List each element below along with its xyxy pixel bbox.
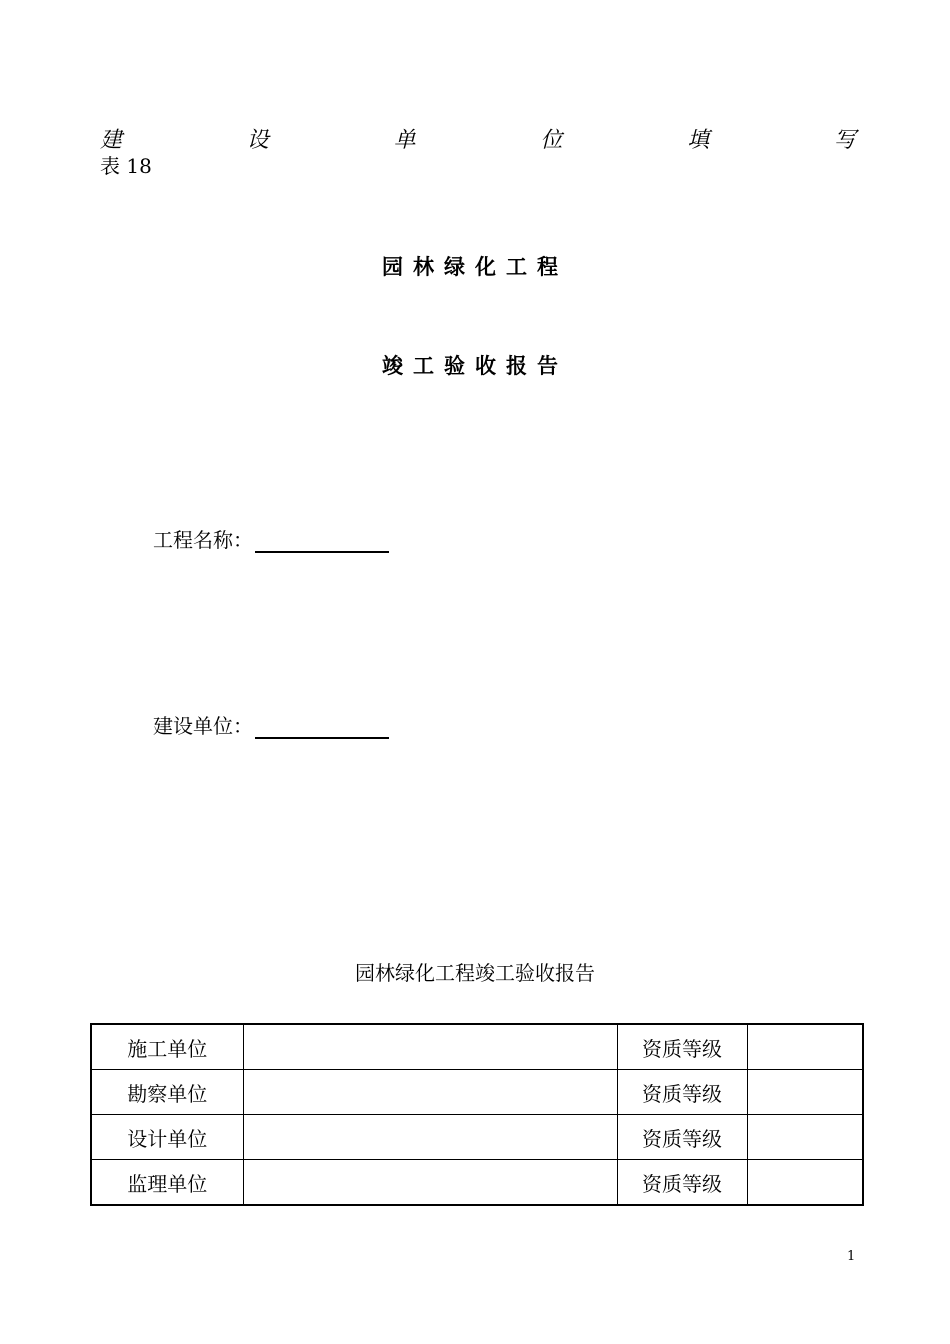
header-char: 单	[393, 128, 416, 153]
header-char: 写	[833, 128, 856, 153]
grade-value-cell[interactable]	[747, 1115, 863, 1160]
unit-label-cell: 设计单位	[91, 1115, 243, 1160]
header-char: 填	[687, 128, 710, 153]
grade-value-cell[interactable]	[747, 1070, 863, 1115]
header-spaced-title	[100, 128, 856, 154]
form-number: 表 18	[100, 154, 152, 178]
info-table	[90, 1023, 864, 1206]
table-row	[91, 1070, 863, 1115]
grade-label-cell: 资质等级	[617, 1070, 747, 1115]
header-char: 设	[246, 128, 269, 153]
grade-label-cell: 资质等级	[617, 1024, 747, 1070]
table-row	[91, 1024, 863, 1070]
unit-value-cell[interactable]	[243, 1070, 617, 1115]
unit-value-cell[interactable]	[243, 1160, 617, 1206]
unit-value-cell[interactable]	[243, 1024, 617, 1070]
grade-label-cell: 资质等级	[617, 1115, 747, 1160]
project-name-label: 工程名称：	[153, 528, 253, 552]
construction-unit-blank[interactable]	[255, 717, 389, 739]
grade-label-cell: 资质等级	[617, 1160, 747, 1206]
table-row	[91, 1160, 863, 1206]
document-title-line2: 竣工验收报告	[382, 354, 568, 378]
grade-value-cell[interactable]	[747, 1024, 863, 1070]
grade-value-cell[interactable]	[747, 1160, 863, 1206]
unit-label-cell: 施工单位	[91, 1024, 243, 1070]
header-char: 建	[100, 128, 123, 153]
project-name-field	[153, 527, 389, 553]
unit-value-cell[interactable]	[243, 1115, 617, 1160]
document-title-line1: 园林绿化工程	[382, 255, 568, 279]
page-number: 1	[847, 1249, 856, 1264]
construction-unit-label: 建设单位：	[153, 714, 253, 738]
unit-label-cell: 监理单位	[91, 1160, 243, 1206]
table-row	[91, 1115, 863, 1160]
unit-label-cell: 勘察单位	[91, 1070, 243, 1115]
table-caption: 园林绿化工程竣工验收报告	[355, 961, 595, 985]
project-name-blank[interactable]	[255, 531, 389, 553]
header-char: 位	[540, 128, 563, 153]
construction-unit-field	[153, 713, 389, 739]
